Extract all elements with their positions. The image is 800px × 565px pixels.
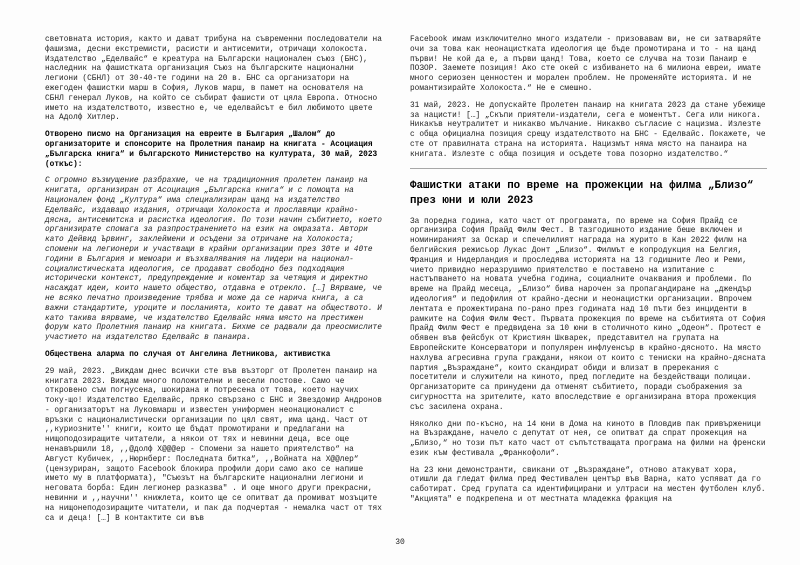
right-column — [410, 36, 767, 513]
alarm-paragraph: 29 май, 2023. „Виждам днес всички сте във възторг от Пролетен панаир на книгата 2023. Виждам много положителни и весели постове. Само че откровено съм погнусена, шокирана и потресена от това, което научих току-що! Издателство Еделвайс, пряко свързано с БНС и Звездомир Андронов - организаторът на Луковмарш и известен униформен неонационалист с връзки с националистически организации по цял свят, има щанд. Част от ,,куриозните'' книги, които ще бъдат промотирани и предлагани на нищоподозиращите читатели, а някои от тях и невинни деца, все още ненавършили 18, ,,@долф Х@@@ер - Спомени за нашето приятелство“ на Август Кубичек, ,,Нюрнберг: Последната битка“, ,,Войната на Х@@лер“ (цензуриран, защото Facebook блокира профили дори само ако се напише името му в платформата), "Съюзът на българските национални легиони и неговата борба: Един легионер разказва" . И още много други прекрасни, невинни и ,,научни'' книжлета, които ще се опитват да промиват мозъците на нищонеподозиращите читатели, и пак да подчертая - немалка част от тях са и деца! […] В контактите си във — [45, 367, 382, 523]
alarm-heading: Обществена аларма по случая от Ангелина Летникова, активистка — [45, 350, 331, 359]
varna-paragraph: На 23 юни демонстранти, свикани от „Възраждане“, отново атакуват хора, отишли да гледат филма пред Фестивален център във Варна, като успяват да го саботират. Сред групата са идентифицирани и ултраси на местен футболен клуб. "Акцията" е подкрепена и от местната младежка фракция на — [410, 466, 766, 505]
may31-paragraph: 31 май, 2023. Не допускайте Пролетен панаир на книгата 2023 да стане убежище за нацисти! […] „Скъпи приятели-издатели, сега е моментът. Сега или никога. Никакъв неутралитет и никакво мълчание. Никакво съгласие с нацизма. Излезте с обща официална позиция срещу издателството на БНС - Еделвайс. Покажете, че сте от правилната страна на историята. Нацизмът няма място на панаира на книгата. Излезте с обща позиция и осъдете това позорно издателство.“ — [410, 101, 766, 159]
section-heading: Фашистки атаки по време на прожекции на филма „Близо“ през юни и юли 2023 — [410, 179, 754, 208]
page-number: 30 — [395, 538, 405, 547]
facebook-paragraph: Facebook имам изключително много издатели - призовавам ви, не си затваряйте очи за това как неонацистката идеология ще бъде промотирана и то - на щанд първи! Не кой да е, а първи щанд! Това, което се случва на този Панаир е ПОЗОР. Заемете позиция! Ако сте окей с избиването на 6 милиона евреи, имате много сериозен ценностен и морален проблем. Не променяйте историята. И не романтизирайте Холокоста.“ Не е смешно. — [410, 36, 761, 93]
section-divider — [410, 168, 767, 169]
open-letter-excerpt: С огромно възмущение разбрахме, че на традиционния пролетен панаир на книгата, организиран от Асоциация „Българска книга“ и с помощта на Национален фонд „Култура“ има специализиран щанд на издателство Еделвайс, издаващо издания, отричащи Холокоста и прославящи крайно-дясна, антисемитска и расистка идеология. По този начин събитието, което организирате спомага за разпространението на език на омразата. Автори като Дейвид Ървинг, заклеймени и осъдени за отричане на Холокоста; спомени на легионери и участващи в крайни организации през 30те и 40те години в България и мемоари и възхвалявания на лидери на национал-социалистическата идеология, се продават свободно без подходящия исторически контекст, предупреждение и коментар за четящия и директно насаждат идеи, които нашето общество, отдавна е отрекло. […] Вярваме, че не всяко печатно произведение трябва и може да се нарича книга, а са важни стандартите, уроците и посланията, които те дават на обществото. И като такива вярваме, че издателство Еделвайс няма място на престижен форум като Пролетния панаир на книгата. Бихме се радвали да преосмислите участието на издателство Еделвайс в панаира. — [45, 177, 382, 343]
intro-paragraph: световната история, както и дават трибуна на съвременни последователи на фашизма, десни екстремисти, расисти и антисемити, отричащи холокоста. Издателство „Еделвайс“ е креатура на Български национален съюз (БНС), наследник на фашистката организация Съюз на българските национални легиони (СБНЛ) от 30-40-те години на 20 в. БНС са организатори на ежегоден фашистки марш в София, Луков марш, в памет на основателя на СБНЛ генерал Луков, на който се събират фашисти от цяла Европа. Относно името на издателството, известно е, че еделвайсът е бил любимото цвете на Адолф Хитлер. — [45, 36, 382, 123]
open-letter-heading: Отворено писмо на Организация на евреите в България „Шалом“ до организаторите и спонсорите на Пролетния панаир на книгата - Асоциация „Българска книга“ и българското Министерство на културата, 30 май, 2023 (откъс): — [45, 131, 378, 169]
plovdiv-paragraph: Няколко дни по-късно, на 14 юни в Дома на киното в Пловдив пак привърженици на Възраждане, начело с депутат от нея, се опитват да спрат прожекция на „Близо,“ но този път като част от съпътстващата програма на филми на френски език към фестивала „Франкофоли“. — [410, 420, 766, 458]
left-column — [45, 36, 383, 531]
pride-paragraph: За поредна година, като част от програмата, по време на София Прайд се организира София Прайд Филм Фест. В тазгодишното издание беше включен и номинираният за Оскар и спечелилият награда на журито в Кан 2022 филм на белгийския режисьор Лукас Донт „Близо“. Филмът е копродукция на Белгия, Франция и Нидерландия и проследява историята на 13 годишните Лео и Реми, чието привидно неразрушимо приятелство е поставено на изпитание с настъпването на новата учебна година, социалните очаквания и проблеми. По време на Прайд месеца, „Близо“ бива нарочен за пропагандиране на „джендър идеология“ и педофилия от крайно-десни и неонацистки организации. Впрочем лентата е прожектирана по-рано през годината над 10 пъти без инциденти в рамките на София Филм Фест. Първата прожекция по време на събитията от София Прайд Филм Фест е предвидена за 10 юни в столичното кино „Одеон“. Протест е обявен във фейсбук от Кристиян Шкварек, представител на групата на Европейските Консерватори и популярен инфлуенсър в крайно-дясното. На място нахлува агресивна група граждани, някои от които с тениски на крайно-дясната партия „Възраждане“, които скандират обиди и влизат в пререкания с посетители и служители на киното, пред погледите на бездействащи полицаи. Организаторите са принудени да отменят събитието, поради съображения за сигурността на зрителите, като впоследствие е организирана втора прожекция със засилена охрана. — [410, 217, 766, 412]
